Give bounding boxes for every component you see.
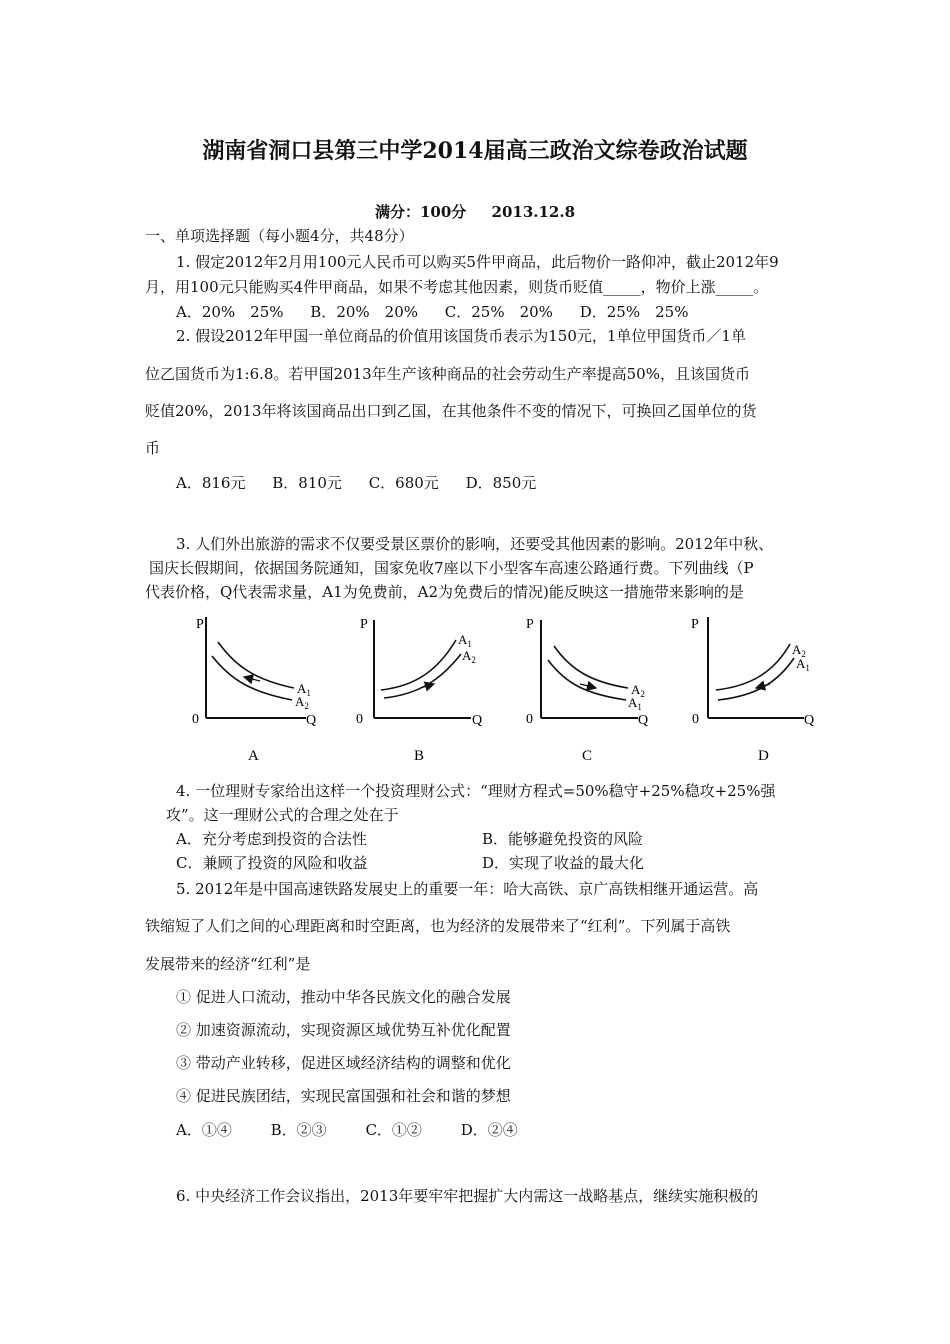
graph-d-curve-a2 bbox=[716, 644, 790, 690]
doc-title: 湖南省洞口县第三中学2014届高三政治文综卷政治试题 bbox=[202, 138, 748, 164]
q3-line1: 3. 人们外出旅游的需求不仅要受景区票价的影响，还要受其他因素的影响。2012年中秋、 bbox=[176, 535, 774, 553]
graph-a-a1-label: $A_1$ bbox=[297, 681, 311, 698]
q1-options bbox=[176, 302, 710, 322]
q2-option-d: D．850元 bbox=[465, 474, 537, 492]
graph-d-a2-label: $A_2$ bbox=[792, 642, 806, 659]
q2-line2: 位乙国货币为1:6.8。若甲国2013年生产该种商品的社会劳动生产率提高50%，且该国货币 bbox=[145, 365, 750, 383]
q4-line1: 4. 一位理财专家给出这样一个投资理财公式：“理财方程式=50%稳守+25%稳攻+25%强 bbox=[176, 782, 776, 800]
graph-c-curve-a1 bbox=[548, 660, 626, 700]
graph-a-origin: 0 bbox=[192, 712, 199, 727]
q2-line4: 币 bbox=[145, 439, 161, 457]
graph-a-q-label: Q bbox=[306, 713, 317, 728]
q5-line3: 发展带来的经济“红利”是 bbox=[145, 955, 311, 973]
q2-line1: 2. 假设2012年甲国一单位商品的价值用该国货币表示为150元，1单位甲国货币／1单 bbox=[176, 327, 746, 345]
q5-line1: 5. 2012年是中国高速铁路发展史上的重要一年：哈大高铁、京广高铁相继开通运营。高 bbox=[176, 880, 759, 898]
q3-line2: 国庆长假期间，依据国务院通知，国家免收7座以下小型客车高速公路通行费。下列曲线（P bbox=[149, 559, 754, 577]
q2-option-a: A．816元 bbox=[176, 474, 246, 492]
q1-option-c: C．25% 20% bbox=[444, 303, 553, 321]
graph-a-p-label: P bbox=[196, 617, 204, 632]
q1-option-a: A．20% 25% bbox=[176, 303, 284, 321]
q5-item-4: ④ 促进民族团结，实现民富国强和社会和谐的梦想 bbox=[176, 1087, 511, 1105]
graph-a-caption: A bbox=[248, 748, 259, 764]
graph-b-curve-a1 bbox=[381, 640, 456, 690]
section-heading: 一、单项选择题（每小题4分，共48分） bbox=[145, 227, 414, 245]
q2-option-b: B．810元 bbox=[272, 474, 342, 492]
q5-option-d: D．②④ bbox=[460, 1121, 518, 1139]
graph-d bbox=[691, 617, 814, 764]
q5-item-3: ③ 带动产业转移，促进区域经济结构的调整和优化 bbox=[176, 1054, 511, 1072]
graph-d-q-label: Q bbox=[804, 713, 815, 728]
graph-d-caption: D bbox=[758, 748, 769, 764]
q3-line3: 代表价格，Q代表需求量，A1为免费前，A2为免费后的情况)能反映这一措施带来影响的是 bbox=[145, 583, 744, 601]
q5-item-1: ① 促进人口流动，推动中华各民族文化的融合发展 bbox=[176, 988, 511, 1006]
graph-c-caption: C bbox=[582, 748, 593, 764]
graph-a-arrow bbox=[244, 677, 260, 681]
graph-b-p-label: P bbox=[360, 617, 368, 632]
doc-subtitle bbox=[0, 201, 950, 222]
full-score: 满分：100分 bbox=[374, 203, 467, 221]
q5-options bbox=[176, 1120, 540, 1140]
q5-line2: 铁缩短了人们之间的心理距离和时空距离，也为经济的发展带来了“红利”。下列属于高铁 bbox=[145, 917, 731, 935]
graph-d-a1-label: $A_1$ bbox=[796, 656, 810, 673]
graph-c-arrow bbox=[580, 684, 596, 688]
q5-option-b: B．②③ bbox=[270, 1121, 327, 1139]
graph-c-origin: 0 bbox=[526, 712, 533, 727]
q6-line1: 6. 中央经济工作会议指出，2013年要牢牢把握扩大内需这一战略基点，继续实施积极的 bbox=[176, 1187, 759, 1205]
exam-date: 2013.12.8 bbox=[491, 203, 576, 221]
q1-line1: 1. 假定2012年2月用100元人民币可以购买5件甲商品，此后物价一路仰冲，截止2012年9 bbox=[176, 253, 779, 271]
q5-option-c: C．①② bbox=[365, 1121, 422, 1139]
graph-b-a2-label: $A_2$ bbox=[462, 648, 476, 665]
q2-option-c: C．680元 bbox=[368, 474, 439, 492]
graph-d-p-label: P bbox=[691, 617, 699, 632]
graph-c-curve-a2 bbox=[554, 646, 628, 688]
q4-option-c: C．兼顾了投资的风险和收益 bbox=[176, 854, 368, 872]
graph-b bbox=[356, 617, 482, 764]
q4-option-d: D．实现了收益的最大化 bbox=[482, 854, 645, 872]
graph-a bbox=[192, 617, 316, 764]
graph-c-a1-label: $A_1$ bbox=[628, 695, 642, 712]
graph-c-p-label: P bbox=[526, 617, 534, 632]
graph-b-a1-label: $A_1$ bbox=[458, 632, 472, 649]
graph-a-curve-a1 bbox=[218, 642, 294, 688]
q4-line2: 攻”。这一理财公式的合理之处在于 bbox=[166, 806, 399, 824]
graph-b-q-label: Q bbox=[472, 713, 483, 728]
q4-option-a: A．充分考虑到投资的合法性 bbox=[176, 830, 367, 848]
graph-c-a2-label: $A_2$ bbox=[631, 682, 645, 699]
demand-curve-figure bbox=[176, 612, 826, 767]
graph-c-q-label: Q bbox=[638, 713, 649, 728]
q1-option-b: B．20% 20% bbox=[310, 303, 418, 321]
graph-b-caption: B bbox=[414, 748, 425, 764]
q5-option-a: A．①④ bbox=[176, 1121, 232, 1139]
graph-a-a2-label: $A_2$ bbox=[295, 694, 309, 711]
graph-a-curve-a2 bbox=[212, 656, 292, 700]
q5-item-2: ② 加速资源流动，实现资源区域优势互补优化配置 bbox=[176, 1021, 511, 1039]
q1-option-d: D．25% 25% bbox=[579, 303, 689, 321]
q1-line2: 月，用100元只能购买4件甲商品，如果不考虑其他因素，则货币贬值_____，物价上涨_____。 bbox=[145, 278, 769, 296]
graph-c bbox=[526, 617, 648, 764]
q2-line3: 贬值20%，2013年将该国商品出口到乙国，在其他条件不变的情况下，可换回乙国单位的货 bbox=[145, 402, 757, 420]
q4-option-b: B．能够避免投资的风险 bbox=[482, 830, 644, 848]
q2-options bbox=[176, 473, 558, 493]
graph-b-origin: 0 bbox=[356, 712, 363, 727]
demand-curves-svg bbox=[176, 612, 826, 767]
graph-d-origin: 0 bbox=[692, 712, 699, 727]
